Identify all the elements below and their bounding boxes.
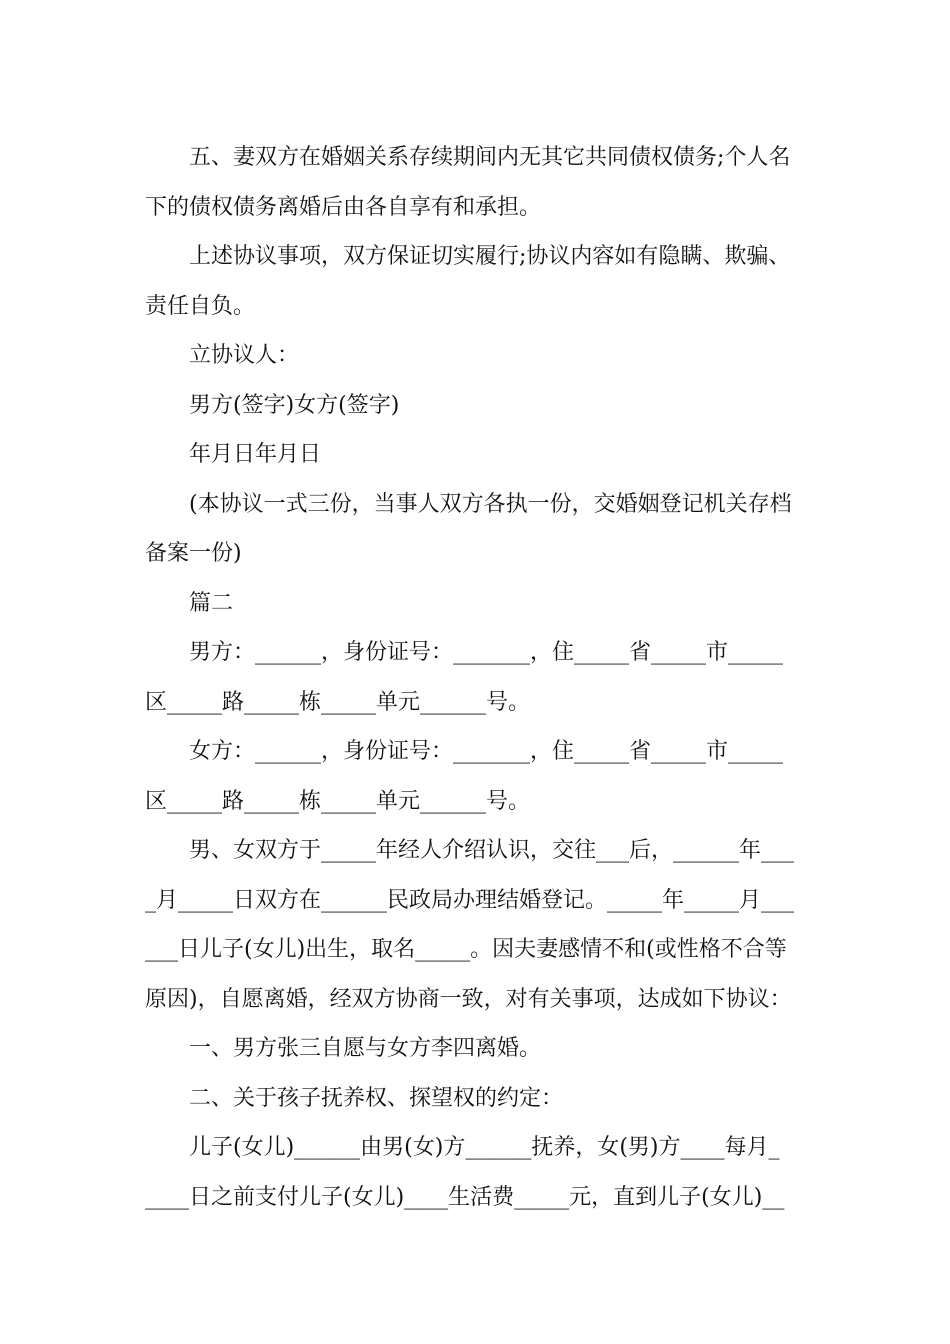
paragraph-line: ___日儿子(女儿)出生，取名_____。因夫妻感情不和(或性格不合等 (145, 937, 787, 962)
clause-one: 一、男方张三自愿与女方李四离婚。 (189, 1036, 542, 1061)
paragraph-line: 原因)，自愿离婚，经双方协商一致，对有关事项，达成如下协议： (145, 986, 792, 1012)
signatory-heading: 立协议人： (189, 343, 300, 368)
signature-line: 男方(签字)女方(签字) (189, 392, 400, 418)
date-line: 年月日年月日 (189, 442, 322, 467)
paragraph-line: 上述协议事项，双方保证切实履行;协议内容如有隐瞒、欺骗、 (189, 244, 791, 269)
female-party-address-line: 区_____路_____栋_____单元______号。 (145, 788, 531, 814)
female-party-line: 女方：______，身份证号：_______，住_____省_____市_____ (189, 739, 784, 764)
paragraph-line: 下的债权债务离婚后由各自享有和承担。 (145, 194, 542, 220)
paragraph-line: 男、女双方于_____年经人介绍认识，交往___后，______年___ (189, 838, 795, 863)
paragraph-line: 五、妻双方在婚姻关系存续期间内无其它共同债权债务;个人名 (189, 145, 791, 170)
male-party-address-line: 区_____路_____栋_____单元______号。 (145, 689, 531, 715)
paragraph-line: ____日之前支付儿子(女儿)____生活费_____元，直到儿子(女儿)__ (145, 1184, 785, 1210)
male-party-line: 男方：______，身份证号：_______，住_____省_____市_____ (189, 640, 784, 665)
paragraph-line: 儿子(女儿)______由男(女)方______抚养，女(男)方____每月_ (189, 1135, 780, 1160)
paragraph-line: 责任自负。 (145, 293, 256, 319)
paragraph-line: 备案一份) (145, 541, 242, 566)
document-body (145, 133, 809, 1222)
clause-two: 二、关于孩子抚养权、探望权的约定： (189, 1085, 564, 1111)
section-heading: 篇二 (189, 590, 234, 616)
paragraph-line: (本协议一式三份，当事人双方各执一份，交婚姻登记机关存档 (189, 491, 792, 517)
paragraph-line: _月_____日双方在______民政局办理结婚登记。_____年_____月___ (145, 887, 795, 913)
